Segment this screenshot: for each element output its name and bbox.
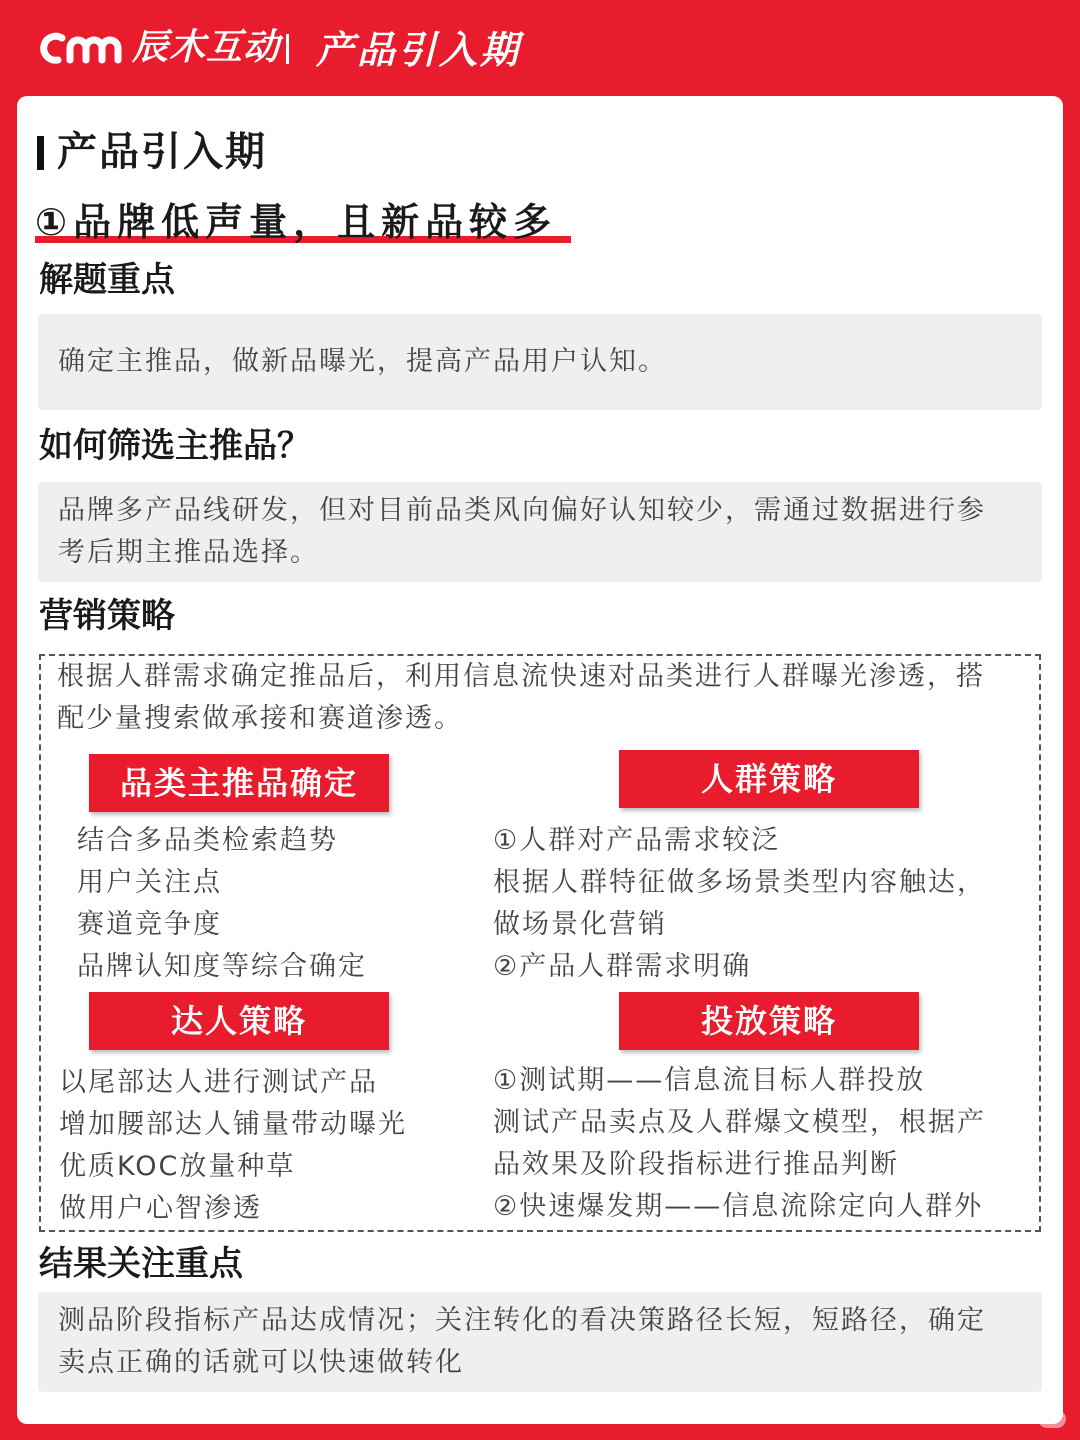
watermark-icon bbox=[1038, 1410, 1066, 1428]
results-line: 测品阶段指标产品达成情况；关注转化的看决策路径长短，短路径，确定 bbox=[58, 1305, 986, 1336]
intro-line: 配少量搜索做承接和赛道渗透。 bbox=[57, 703, 463, 734]
screening-box bbox=[38, 482, 1042, 582]
subtitle-block bbox=[35, 196, 557, 248]
section-title: 产品引入期 bbox=[57, 129, 267, 175]
list-item: 优质KOC放量种草 bbox=[59, 1151, 296, 1182]
header bbox=[0, 0, 1080, 96]
header-title: 产品引入期 bbox=[316, 28, 522, 72]
list-item: ①人群对产品需求较泛 bbox=[493, 825, 781, 856]
creator-list bbox=[59, 1062, 407, 1230]
screening-line: 品牌多产品线研发，但对目前品类风向偏好认知较少，需通过数据进行参 bbox=[58, 495, 986, 526]
subtitle: ①品牌低声量，且新品较多 bbox=[35, 200, 558, 244]
list-item: ①测试期——信息流目标人群投放 bbox=[493, 1065, 926, 1096]
screening-line: 考后期主推品选择。 bbox=[58, 537, 319, 568]
header-divider bbox=[286, 34, 289, 64]
list-item: 根据人群特征做多场景类型内容触达， bbox=[493, 867, 986, 898]
strategy-intro bbox=[57, 656, 1027, 740]
focus-text: 确定主推品，做新品曝光，提高产品用户认知。 bbox=[58, 346, 667, 377]
list-item: 做场景化营销 bbox=[493, 909, 667, 940]
placement-tag: 投放策略 bbox=[619, 992, 919, 1050]
intro-line: 根据人群需求确定推品后，利用信息流快速对品类进行人群曝光渗透，搭 bbox=[57, 661, 985, 692]
list-item: 增加腰部达人铺量带动曝光 bbox=[59, 1109, 407, 1140]
results-line: 卖点正确的话就可以快速做转化 bbox=[58, 1347, 464, 1378]
audience-tag: 人群策略 bbox=[619, 750, 919, 808]
results-heading: 结果关注重点 bbox=[39, 1244, 243, 1284]
brand-logo-icon bbox=[40, 28, 126, 68]
list-item: 品牌认知度等综合确定 bbox=[77, 951, 367, 982]
brand-name: 辰木互动 bbox=[132, 27, 281, 68]
section-marker bbox=[37, 136, 44, 170]
focus-box bbox=[38, 314, 1042, 410]
strategy-panel bbox=[39, 654, 1041, 1232]
list-item: 结合多品类检索趋势 bbox=[77, 825, 338, 856]
audience-list bbox=[493, 820, 986, 988]
list-item: 赛道竞争度 bbox=[77, 909, 222, 940]
marketing-heading: 营销策略 bbox=[39, 596, 175, 636]
category-list bbox=[77, 820, 367, 988]
content-card bbox=[17, 96, 1063, 1424]
list-item: ②快速爆发期——信息流除定向人群外 bbox=[493, 1191, 984, 1222]
category-tag: 品类主推品确定 bbox=[89, 754, 389, 812]
list-item: 用户关注点 bbox=[77, 867, 222, 898]
results-box bbox=[38, 1292, 1042, 1392]
list-item: 以尾部达人进行测试产品 bbox=[59, 1067, 378, 1098]
list-item: 品效果及阶段指标进行推品判断 bbox=[493, 1149, 899, 1180]
list-item: ②产品人群需求明确 bbox=[493, 951, 752, 982]
list-item: 做用户心智渗透 bbox=[59, 1193, 262, 1224]
list-item: 测试产品卖点及人群爆文模型，根据产 bbox=[493, 1107, 986, 1138]
placement-list bbox=[493, 1060, 986, 1228]
screening-heading: 如何筛选主推品？ bbox=[39, 426, 311, 466]
creator-tag: 达人策略 bbox=[89, 992, 389, 1050]
focus-heading: 解题重点 bbox=[39, 260, 175, 300]
